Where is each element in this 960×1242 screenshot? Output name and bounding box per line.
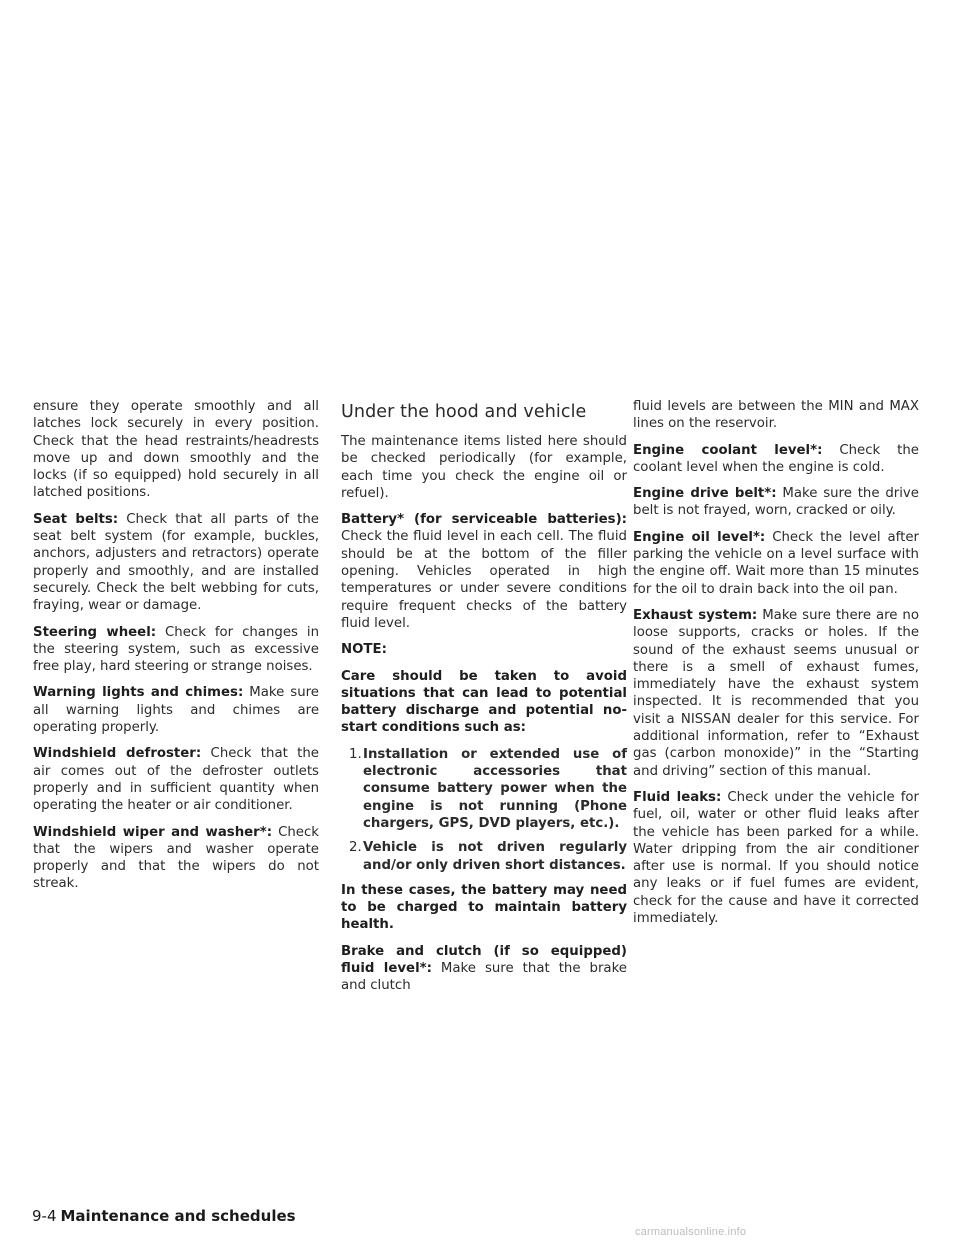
item-label: Fluid leaks: [633, 789, 722, 805]
care-paragraph: Care should be taken to avoid situations that can lead to potential battery discharge and potential no-start conditions such as: [341, 668, 627, 736]
item-label: Windshield wiper and washer*: [33, 824, 273, 840]
note-label: NOTE: [341, 642, 387, 658]
battery-list [341, 746, 627, 874]
section-heading: Under the hood and vehicle [341, 402, 587, 422]
item-label: Engine drive belt*: [633, 486, 777, 502]
item-brake-clutch [341, 943, 627, 995]
item-text: Check that the wipers and washer operate properly and that the wipers do not streak. [33, 824, 319, 892]
item-label: Engine coolant level*: [633, 442, 823, 458]
item-text: Make sure all warning lights and chimes are operating properly. [33, 685, 319, 736]
item-text: Check the coolant level when the engine is cold. [633, 442, 919, 475]
item-text: Check that all parts of the seat belt system (for example, buckles, anchors, adjusters and retractors) operate properly and smoothly, and are installed securely. Check the belt webbing for cuts, fraying, wear or damage. [33, 511, 319, 614]
list-item [341, 839, 627, 874]
page-number: 9-4 [32, 1207, 57, 1225]
item-windshield-defroster [33, 745, 319, 814]
item-text: Make sure the drive belt is not frayed, worn, cracked or oily. [633, 486, 919, 519]
page-footer [32, 1207, 296, 1225]
intro-paragraph: ensure they operate smoothly and all latches lock securely in every position. Check that the head restraints/headrests move up and down smoothly and the locks (if so equipped) hold securely in all latched positions. [33, 399, 319, 501]
item-seat-belts [33, 511, 319, 615]
item-battery [341, 511, 627, 632]
item-text: Check that the air comes out of the defroster outlets properly and in sufficient quantity when operating the heater or air conditioner. [33, 746, 319, 814]
watermark: carmanualsonline.info [635, 1226, 747, 1238]
item-label: Steering wheel: [33, 624, 157, 640]
item-engine-coolant [633, 442, 919, 477]
list-text: Vehicle is not driven regularly and/or only driven short distances. [363, 840, 627, 873]
brake-continued: fluid levels are between the MIN and MAX lines on the reservoir. [633, 399, 919, 432]
list-text: Installation or extended use of electronic accessories that consume battery power when the engine is not running (Phone chargers, GPS, DVD players, etc.). [363, 746, 627, 831]
intro-paragraph: The maintenance items listed here should be checked periodically (for example, each time you check the engine oil or refuel). [341, 434, 627, 501]
item-text: Check for changes in the steering system, such as excessive free play, hard steering or strange noises. [33, 624, 319, 675]
list-number: 1. [349, 746, 362, 762]
item-text: Make sure there are no loose supports, cracks or holes. If the sound of the exhaust seems unusual or there is a smell of exhaust fumes, immediately have the exhaust system inspected. It is recommended that you visit a NISSAN dealer for this service. For additional information, refer to “Exhaust gas (carbon monoxide)” in the “Starting and driving” section of this manual. [633, 607, 919, 779]
item-label: Windshield defroster: [33, 746, 202, 762]
item-text: Check under the vehicle for fuel, oil, water or other fluid leaks after the vehicle has been parked for a while. Water dripping from the air conditioner after use is normal. If you should notice any leaks or if fuel fumes are evident, check for the cause and have it corrected immediately. [633, 789, 919, 927]
item-engine-oil [633, 529, 919, 598]
column-middle [341, 402, 627, 1004]
section-title: Maintenance and schedules [60, 1207, 296, 1225]
item-steering-wheel [33, 624, 319, 676]
item-label: Warning lights and chimes: [33, 685, 244, 701]
column-right [633, 398, 919, 936]
item-wiper-washer [33, 824, 319, 893]
item-text: Check the fluid level in each cell. The fluid should be at the bottom of the filler opening. Vehicles operated in high temperatures or under severe conditions require frequent checks of the battery fluid level. [341, 529, 627, 631]
item-label: Engine oil level*: [633, 529, 766, 545]
list-number: 2. [349, 840, 362, 856]
item-label: Brake and clutch (if so equipped) fluid level*: [341, 943, 627, 977]
column-left [33, 398, 319, 902]
item-text: Check the level after parking the vehicle on a level surface with the engine off. Wait more than 15 minutes for the oil to drain back into the oil pan. [633, 529, 919, 597]
cases-paragraph: In these cases, the battery may need to be charged to maintain battery health. [341, 882, 627, 933]
item-drive-belt [633, 485, 919, 520]
item-fluid-leaks [633, 789, 919, 927]
list-item [341, 746, 627, 832]
item-label: Battery* (for serviceable batteries): [341, 512, 627, 528]
item-warning-lights [33, 684, 319, 736]
item-text: Make sure that the brake and clutch [341, 961, 627, 994]
item-label: Seat belts: [33, 511, 119, 527]
item-label: Exhaust system: [633, 607, 758, 623]
item-exhaust-system [633, 607, 919, 780]
